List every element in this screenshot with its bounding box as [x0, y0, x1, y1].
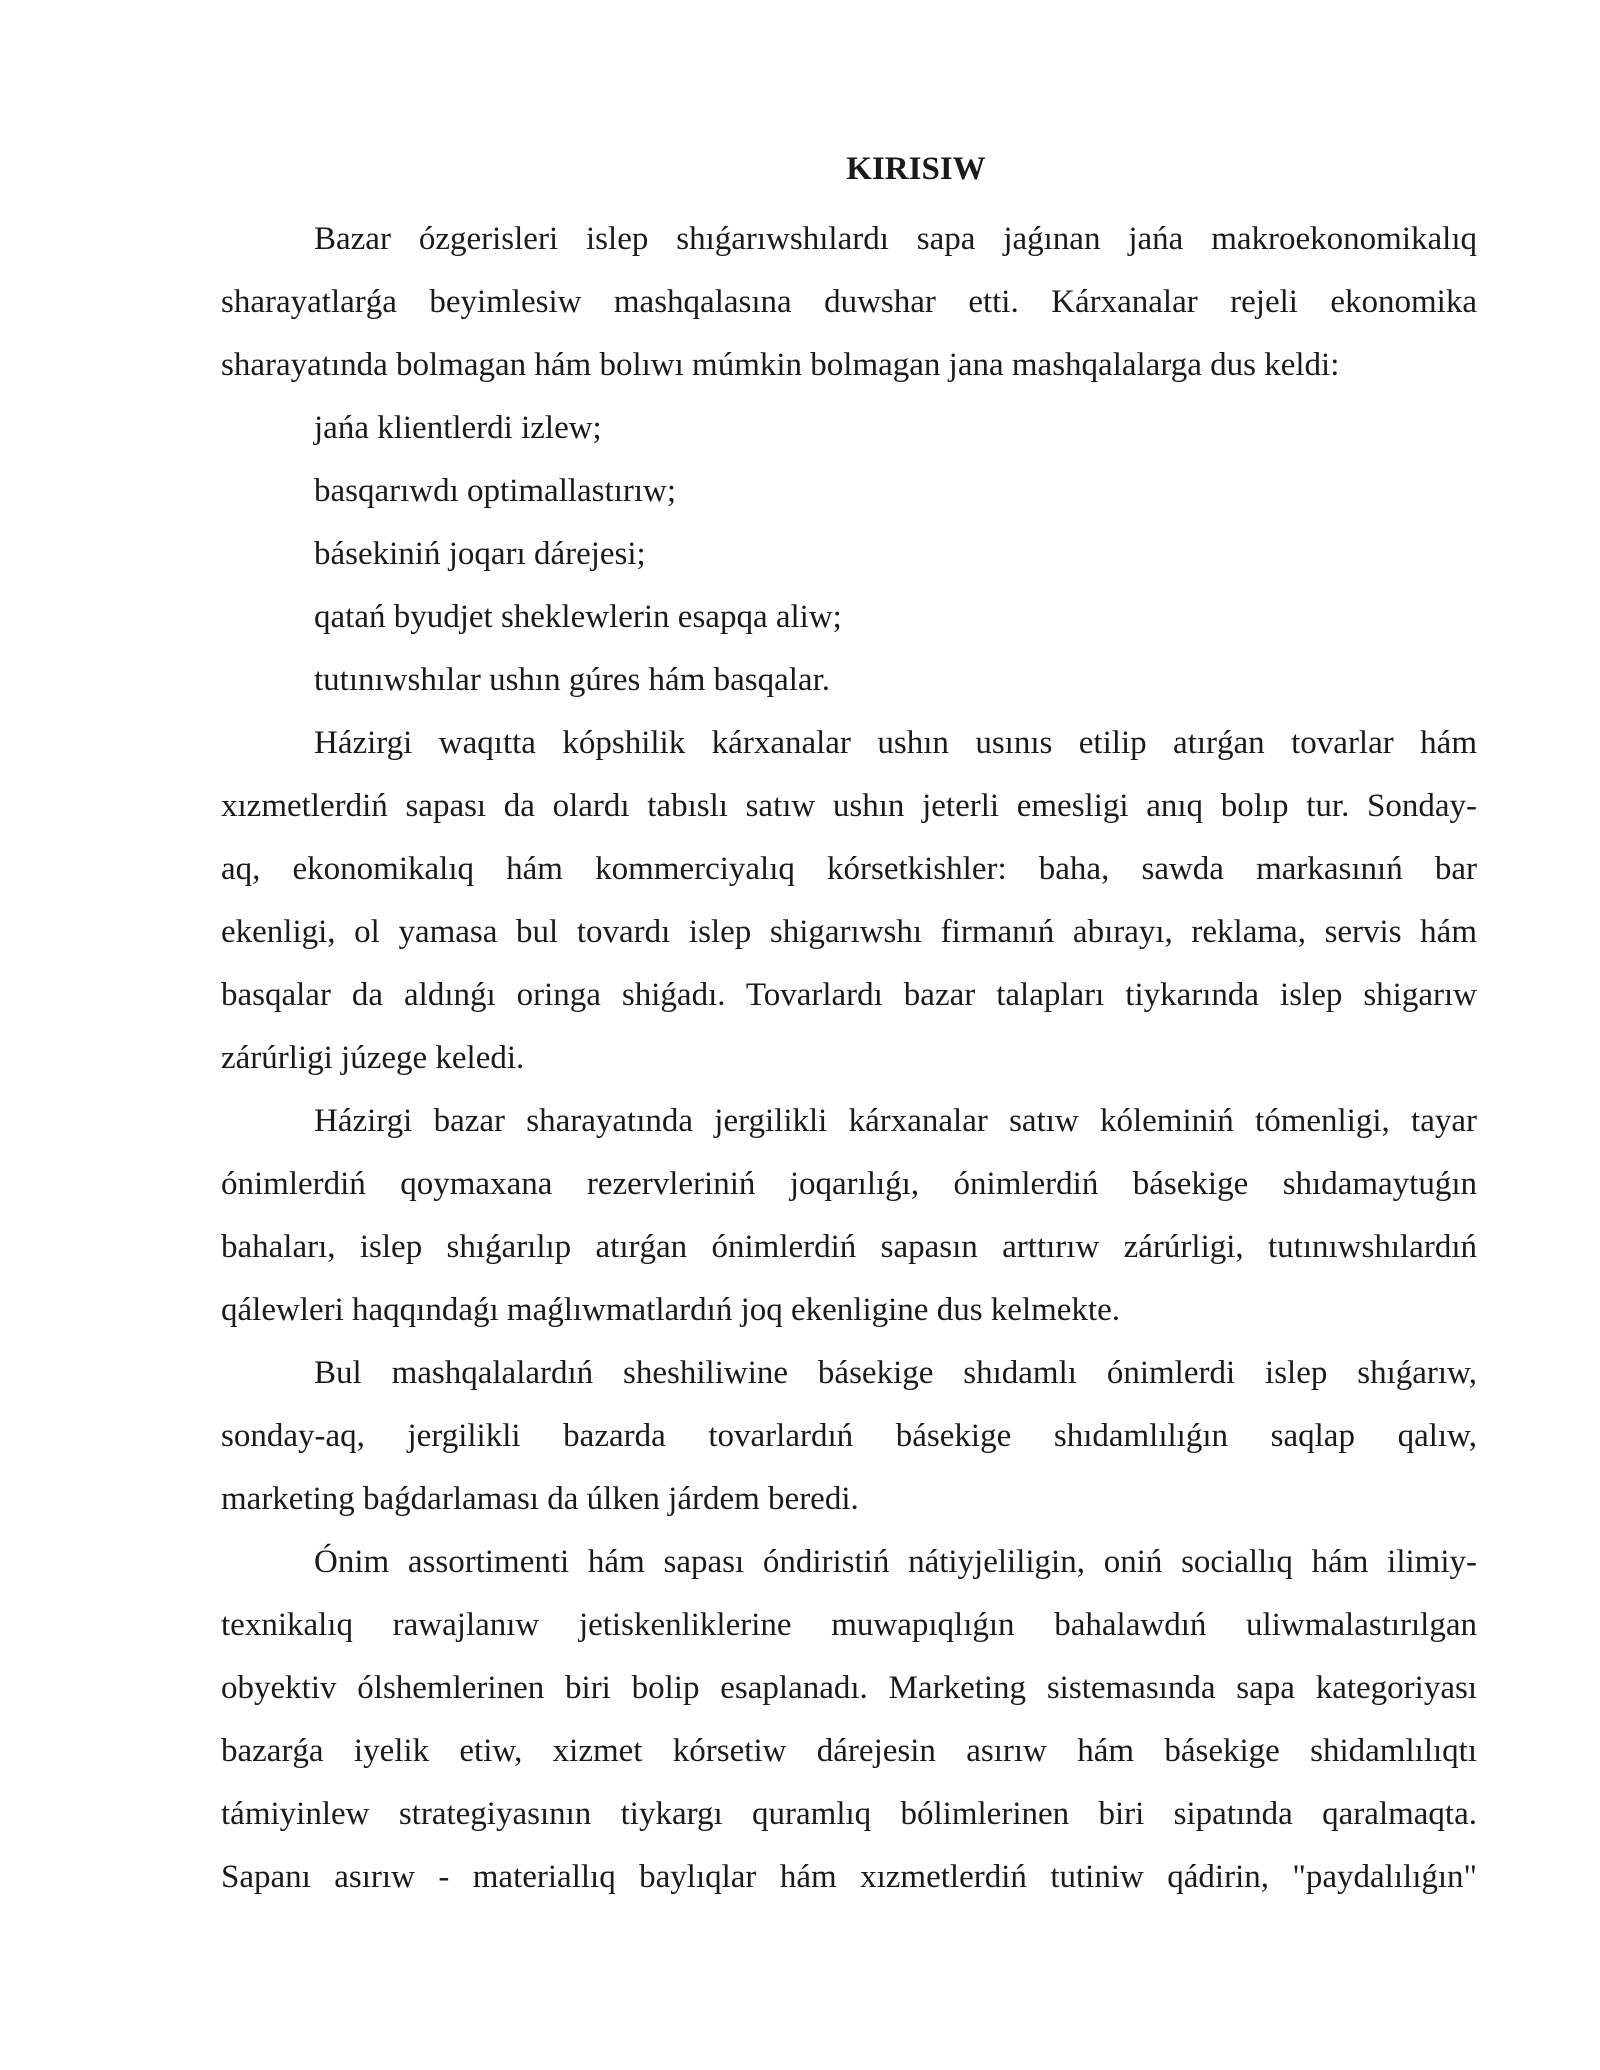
text-line: basqalar da aldınǵı oringa shiǵadı. Tovarlardı bazar talapları tiykarında islep shigarıw	[221, 977, 1477, 1013]
text-line: Ónim assortimenti hám sapası óndiristiń nátiyjeliligin, oniń sociallıq hám ilimiy-	[314, 1544, 1477, 1580]
text-line: texnikalıq rawajlanıw jetiskenliklerine muwapıqlıǵın bahalawdıń uliwmalastırılgan	[221, 1607, 1477, 1643]
paragraph-4	[221, 1342, 1477, 1531]
list-item: jańa klientlerdi izlew;	[314, 410, 602, 446]
document-body	[221, 144, 1477, 1909]
list-item: tutınıwshılar ushın gúres hám basqalar.	[314, 662, 830, 698]
list-item: basqarıwdı optimallastırıw;	[314, 473, 677, 509]
text-line: sharayatında bolmagan hám bolıwı múmkin bolmagan jana mashqalalarga dus keldi:	[221, 347, 1340, 383]
list-item: qatań byudjet sheklewlerin esapqa aliw;	[314, 599, 842, 635]
text-line: Házirgi bazar sharayatında jergilikli kárxanalar satıw kóleminiń tómenligi, tayar	[314, 1103, 1477, 1139]
bullet-list	[221, 397, 1477, 712]
text-line: sharayatlarǵa beyimlesiw mashqalasına duwshar etti. Kárxanalar rejeli ekonomika	[221, 284, 1477, 320]
text-line: támiyinlew strategiyasının tiykargı quramlıq bólimlerinen biri sipatında qaralmaqta.	[221, 1796, 1477, 1832]
list-item: básekiniń joqarı dárejesi;	[314, 536, 646, 572]
paragraph-5	[221, 1531, 1477, 1909]
text-line: Bul mashqalalardıń sheshiliwine básekige shıdamlı ónimlerdi islep shıǵarıw,	[314, 1355, 1477, 1391]
text-line: bazarǵa iyelik etiw, xizmet kórsetiw dárejesin asırıw hám básekige shidamlılıqtı	[221, 1733, 1477, 1769]
text-line: sonday-aq, jergilikli bazarda tovarlardıń básekige shıdamlılıǵın saqlap qalıw,	[221, 1418, 1477, 1454]
text-line: Házirgi waqıtta kópshilik kárxanalar ushın usınıs etilip atırǵan tovarlar hám	[314, 725, 1477, 761]
paragraph-2	[221, 712, 1477, 1090]
page-title: KIRISIW	[846, 151, 986, 187]
text-line: obyektiv ólshemlerinen biri bolip esaplanadı. Marketing sistemasında sapa kategoriyası	[221, 1670, 1477, 1706]
text-line: xızmetlerdiń sapası da olardı tabıslı satıw ushın jeterli emesligi anıq bolıp tur. Sonday-	[221, 788, 1477, 824]
text-line: Sapanı asırıw - materiallıq baylıqlar hám xızmetlerdiń tutiniw qádirin, "paydalılıǵın"	[221, 1859, 1477, 1895]
text-line: zárúrligi júzege keledi.	[221, 1040, 525, 1076]
text-line: bahaları, islep shıǵarılıp atırǵan ónimlerdiń sapasın arttırıw zárúrligi, tutınıwshılardıń	[221, 1229, 1477, 1265]
paragraph-3	[221, 1090, 1477, 1342]
text-line: ónimlerdiń qoymaxana rezervleriniń joqarılıǵı, ónimlerdiń básekige shıdamaytuǵın	[221, 1166, 1477, 1202]
text-line: marketing baǵdarlaması da úlken járdem beredi.	[221, 1481, 859, 1517]
text-line: Bazar ózgerisleri islep shıǵarıwshılardı sapa jaǵınan jańa makroekonomikalıq	[314, 221, 1477, 257]
paragraph-1	[221, 208, 1477, 397]
text-line: qálewleri haqqındaǵı maǵlıwmatlardıń joq ekenligine dus kelmekte.	[221, 1292, 1120, 1328]
text-line: ekenligi, ol yamasa bul tovardı islep shigarıwshı firmanıń abırayı, reklama, servis hám	[221, 914, 1477, 950]
text-line: aq, ekonomikalıq hám kommerciyalıq kórsetkishler: baha, sawda markasınıń bar	[221, 851, 1477, 887]
